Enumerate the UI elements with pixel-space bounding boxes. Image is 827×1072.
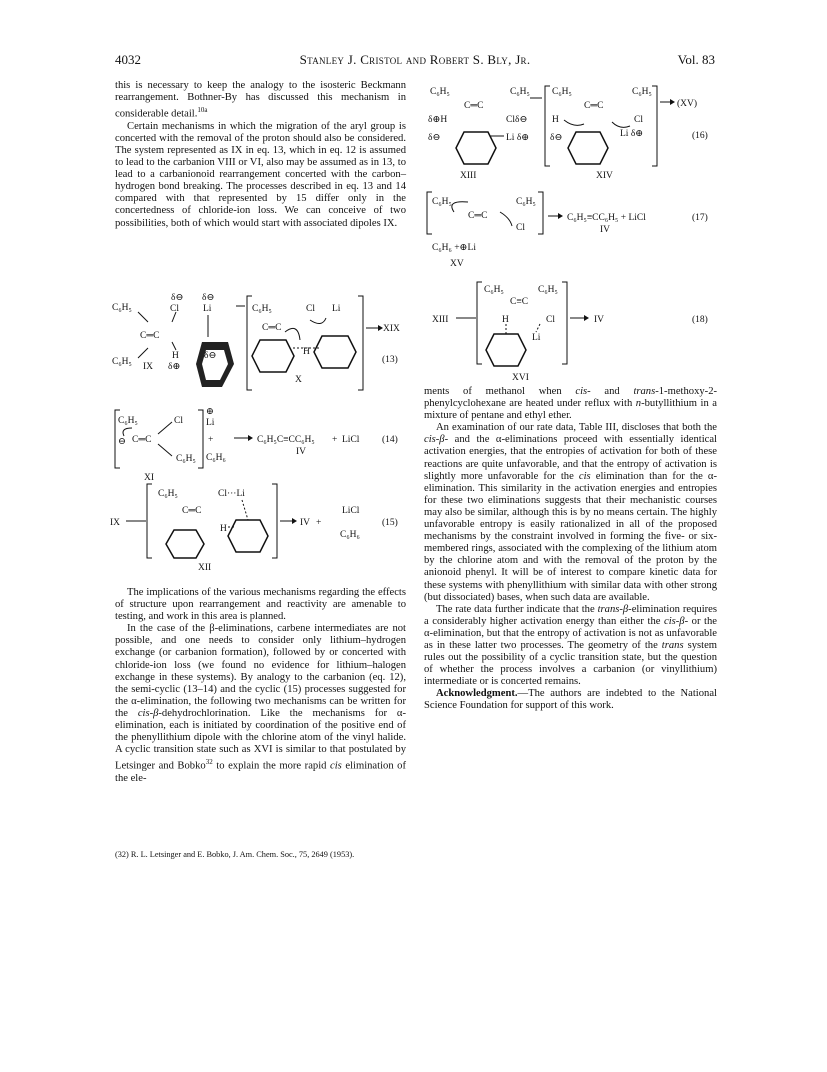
label: C═C: [468, 211, 488, 221]
page-number: 4032: [115, 52, 141, 67]
equation-number: (14): [382, 435, 398, 445]
equation-number: (16): [692, 131, 708, 141]
scheme-eq14: [110, 406, 410, 491]
paragraph: In the case of the β-eliminations, carbene intermediates are not possible, and one needs to consider only lithium–hydrogen exchange (or carbanion formation), followed by or concerted with chloride-ion loss (we found no evidence for lithium–halogen exchange in these systems). By analogy to the carbanion (eq. 12), the semi-cyclic (13–14) and the cyclic (15) processes suggested for the α-elimination, the following two mechanisms can be written for the cis-β-dehydrochlorination. Like the mechanisms for α-elimination, each is initiated by coordination of the positive end of the phenyllithium dipole with the chlorine atom of the vinyl halide. A cyclic transition state such as XVI is similar to that postulated by Letsinger and Bobko$^{32}$ to explain the more rapid cis elimination of the ele-: [115, 623, 407, 784]
label: Clδ⊖: [506, 115, 528, 125]
label: C═C: [182, 506, 202, 516]
label: IX: [110, 518, 121, 528]
label: δ⊖: [204, 351, 217, 361]
label: Li: [206, 418, 215, 428]
label: δ⊖: [171, 293, 184, 303]
label: C₆H₅: [516, 197, 536, 207]
label: XV: [450, 259, 464, 269]
label: +: [316, 518, 322, 528]
label: H: [502, 315, 509, 325]
scheme-eq17: [424, 188, 724, 273]
label: XII: [198, 563, 212, 573]
running-header: [115, 52, 715, 68]
label: IV: [600, 225, 611, 235]
label: C₆H₅: [510, 87, 530, 97]
label: IX: [143, 362, 154, 372]
label: C₆H₅: [484, 285, 504, 295]
label: XVI: [512, 373, 529, 383]
label: X: [295, 375, 302, 385]
label: C₆H₅: [252, 304, 272, 314]
paragraph: The rate data further indicate that the trans-β-elimination requires a considerably higher activation energy than either the cis-β- or the α-elimination, but that the entropy of activation is not as unfavorable as in these latter two processes. The geometry of the trans system rules out the possibility of a cyclic transition state, but the question of whether the process involves a carbanion (or vinyllithium) intermediate or is concerted remains.: [424, 603, 718, 688]
running-authors: Stanley J. Cristol and Robert S. Bly, Jr.: [299, 52, 531, 67]
label: Li δ⊕: [506, 133, 530, 143]
label: C₆H₅: [430, 87, 450, 97]
label: IV: [296, 447, 307, 457]
label: XI: [144, 473, 155, 483]
label: C₆H₅: [176, 454, 196, 464]
footnote: (32) R. L. Letsinger and E. Bobko, J. Am. Chem. Soc., 75, 2649 (1953).: [115, 850, 355, 859]
label: H: [303, 347, 310, 357]
label: C₆H₅: [112, 357, 132, 367]
paragraph: The implications of the various mechanisms regarding the effects of structure upon rearrangement and reactivity are amenable to testing, and work in this area is planned.: [115, 587, 406, 623]
label: δ⊕H: [428, 115, 448, 125]
label: δ⊖: [550, 133, 563, 143]
label: Cl: [516, 223, 525, 233]
label: XIII: [432, 315, 449, 325]
label: Cl: [170, 304, 179, 314]
label: C₆H₅: [118, 416, 138, 426]
label: C₆H₅: [538, 285, 558, 295]
label: H: [172, 351, 179, 361]
label: δ⊖: [428, 133, 441, 143]
label: δ⊕: [168, 362, 181, 372]
paragraph: this is necessary to keep the analogy to the isosteric Beckmann rearrangement. Bothner-By has discussed this mechanism in considerable detail.$^{10a}$: [115, 80, 406, 120]
equation-number: (15): [382, 518, 398, 528]
label: IV: [594, 315, 605, 325]
label: C═C: [132, 435, 152, 445]
label: C₆H₅: [632, 87, 652, 97]
acknowledgment: Acknowledgment.—The authors are indebted to the National Science Foundation for support of this work.: [424, 688, 717, 712]
label: C₆H₅: [112, 303, 132, 313]
label: C═C: [464, 101, 484, 111]
volume-number: Vol. 83: [677, 52, 715, 67]
label: +: [332, 435, 338, 445]
paragraph: ments of methanol when cis- and trans-1-methoxy-2-phenylcyclohexane are heated under reflux with n-butyllithium in a mixture of pentane and ethyl ether.: [424, 386, 718, 422]
label: XIX: [383, 324, 400, 334]
label: C≡C: [510, 297, 529, 307]
label: C═C: [140, 331, 160, 341]
equation-number: (17): [692, 213, 708, 223]
paragraph: Certain mechanisms in which the migration of the aryl group is concerted with the removal of the proton should also be considered. The system represented as IX in eq. 13, which in eq. 12 is assumed to lead to the carbanion VIII or VI, also may be assumed as in 13, to lead to a carbanionoid rearrangement concerted with the carbon–hydrogen bond breaking. The processes described in eq. 13 and 14 compared with that represented by 15 differ only in the concertedness of chloride-ion loss. We can conceive of two possibilities, both of which would start with associated dipoles IX.: [115, 120, 406, 229]
label: Cl···Li: [218, 489, 245, 499]
label: LiCl: [342, 506, 360, 516]
label: Cl: [634, 115, 643, 125]
label: LiCl: [342, 435, 360, 445]
label: Li: [203, 304, 212, 314]
label: C₆H₆: [340, 530, 360, 540]
label: +: [208, 435, 214, 445]
label: Cl: [546, 315, 555, 325]
left-column-top: [115, 80, 406, 230]
label: ⊕: [206, 407, 214, 417]
label: H: [220, 524, 227, 534]
label: C₆H₅C≡CC₆H₅: [257, 435, 315, 445]
label: Li δ⊕: [620, 129, 644, 139]
left-column-bottom: [115, 587, 406, 785]
label: Cl: [306, 304, 315, 314]
scheme-eq13: [110, 292, 410, 407]
right-column: [424, 386, 717, 713]
label: H: [552, 115, 559, 125]
label: C₆H₅: [552, 87, 572, 97]
equation-number: (13): [382, 355, 398, 365]
scheme-eq16: [424, 82, 724, 187]
label: C₆H₅≡CC₆H₅ + LiCl: [567, 213, 646, 223]
label: C═C: [262, 323, 282, 333]
label: C₆H₅: [158, 489, 178, 499]
label: C═C: [584, 101, 604, 111]
label: Li: [532, 333, 541, 343]
label: δ⊖: [202, 293, 215, 303]
label: Li: [332, 304, 341, 314]
label: ⊖: [118, 437, 126, 447]
label: C₆H₆ +⊕Li: [432, 243, 476, 253]
label: XIII: [460, 171, 477, 181]
paragraph: An examination of our rate data, Table III, discloses that both the cis-β- and the α-eliminations proceed with essentially identical activation energies, that the entropies of activation for both of these reactions are quite unfavorable, and that the entropy of activation is slightly more unfavorable for the cis elimination than for the α-elimination. This similarity in the activation energies and entropies for these two eliminations suggests that their mechanistic courses may also be similar, although this is by no means certain. The highly unfavorable entropy is easily rationalized in all of the proposed mechanisms by the constraint involved in forming the five- or six-membered rings, associated with the complexing of the lithium atom by the chlorine atom and with the removal of the proton by the anionoid phenyl. It will be of interest to compare kinetic data for these systems with phenyllithium with similar data with other strong (but dissociated) bases, when such data are available.: [424, 422, 717, 603]
label: C₆H₅: [432, 197, 452, 207]
label: Cl: [174, 416, 183, 426]
label: IV: [300, 518, 311, 528]
label: XIV: [596, 171, 613, 181]
label: C₆H₆: [206, 453, 226, 463]
scheme-eq18: [424, 278, 724, 393]
label: (XV): [677, 99, 698, 109]
scheme-eq15: [110, 480, 410, 580]
equation-number: (18): [692, 315, 708, 325]
